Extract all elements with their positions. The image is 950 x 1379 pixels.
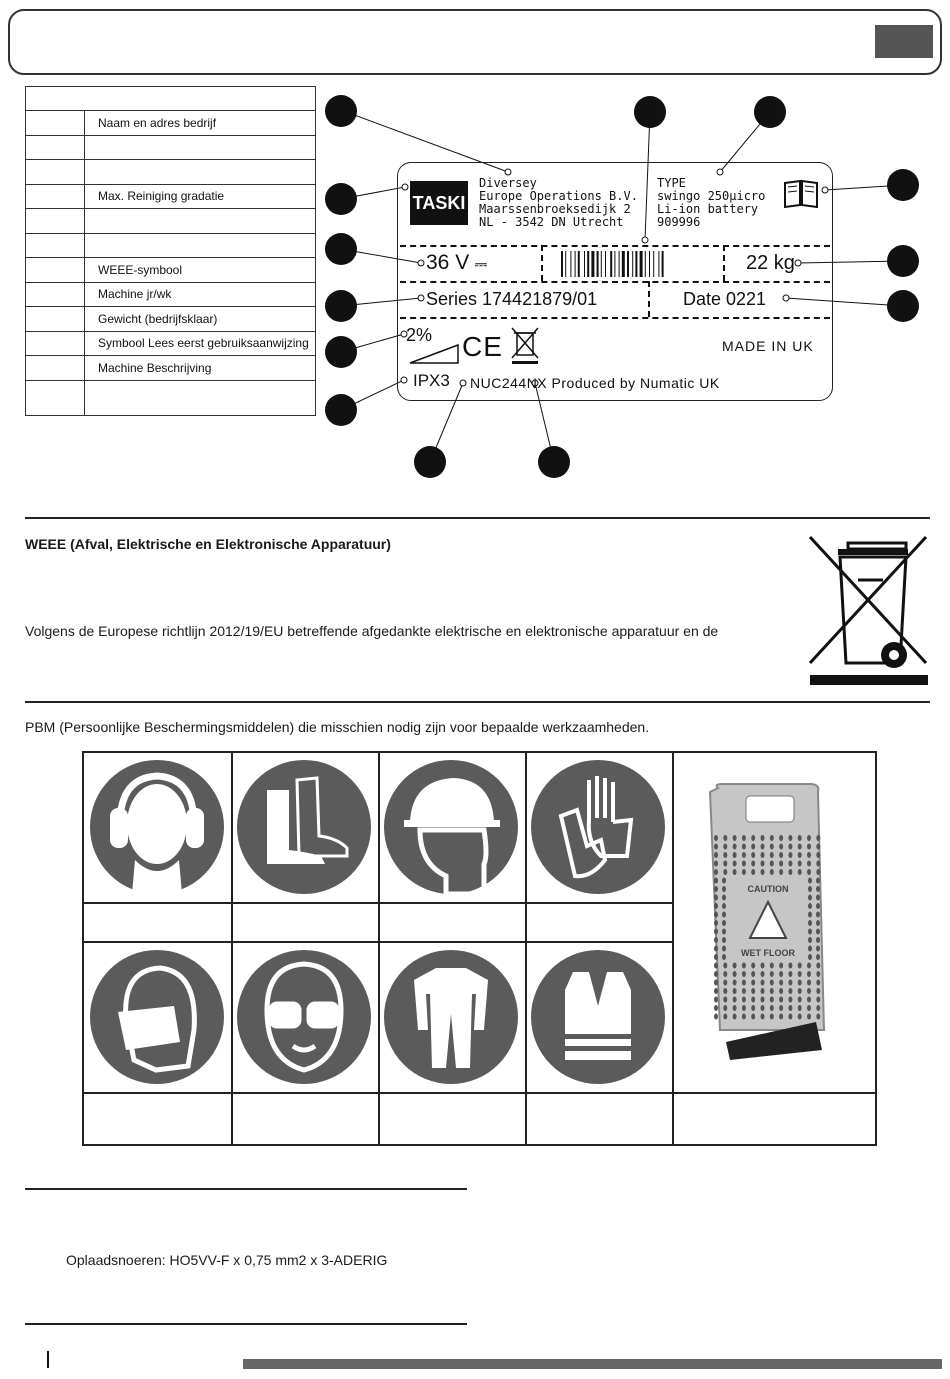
footer-bar (243, 1359, 942, 1369)
legend-label: WEEE-symbool (85, 258, 316, 283)
callout-marker (414, 446, 446, 478)
sign-caution-text: CAUTION (747, 884, 789, 894)
gradient-rating: 2% (406, 325, 433, 345)
gloves-icon (531, 760, 665, 894)
section-divider (25, 1323, 467, 1325)
type-block: TYPE swingo 250µicro Li-ion battery 909996 (657, 176, 766, 229)
wet-floor-sign (700, 780, 838, 1070)
callout-marker (634, 96, 666, 128)
barcode (561, 251, 716, 277)
gradient-icon (408, 343, 460, 365)
sign-wet-floor-text: WET FLOOR (741, 948, 795, 958)
rating-plate (397, 162, 833, 401)
ppe-intro: PBM (Persoonlijke Beschermingsmiddelen) die misschien nodig zijn voor bepaalde werkzaamheden. (25, 719, 650, 735)
legend-label: Symbool Lees eerst gebruiksaanwijzing (85, 331, 316, 356)
made-in: MADE IN UK (722, 338, 814, 354)
safety-boots-icon (237, 760, 371, 894)
legend-label: Max. Reiniging gradatie (85, 184, 316, 209)
callout-marker (887, 245, 919, 277)
legend-label: Naam en adres bedrijf (85, 111, 316, 136)
section-divider (25, 701, 930, 703)
callout-marker (325, 290, 357, 322)
ce-mark: CE (462, 331, 503, 362)
callout-marker (754, 96, 786, 128)
weight: 22 kg (746, 252, 795, 274)
voltage: 36 V ⎓ (426, 251, 487, 274)
callout-marker (887, 169, 919, 201)
callout-marker (325, 233, 357, 265)
weee-crossed-bin-icon (808, 535, 930, 687)
callout-marker (538, 446, 570, 478)
series-number: Series 174421879/01 (426, 289, 598, 309)
page-number-marker (47, 1351, 49, 1368)
overall-icon (384, 950, 518, 1084)
date-code: Date 0221 (683, 289, 767, 309)
company-address: Diversey Europe Operations B.V. Maarssenbroeksedijk 2 NL - 3542 DN Utrecht (479, 176, 638, 229)
legend-label: Machine jr/wk (85, 282, 316, 307)
callout-marker (325, 183, 357, 215)
callout-marker (325, 336, 357, 368)
legend-label: Machine Beschrijving (85, 356, 316, 381)
callout-marker (325, 95, 357, 127)
face-mask-icon (90, 950, 224, 1084)
weee-heading: WEEE (Afval, Elektrische en Elektronische Apparatuur) (25, 536, 391, 552)
ear-protection-icon (90, 760, 224, 894)
hard-hat-icon (384, 760, 518, 894)
charging-cable-spec: Oplaadsnoeren: HO5VV-F x 0,75 mm2 x 3-ADERIG (66, 1252, 388, 1268)
hi-vis-vest-icon (531, 950, 665, 1084)
safety-goggles-icon (237, 950, 371, 1084)
ipx-rating: IPX3 (413, 371, 450, 390)
produced-by: NUC244NX Produced by Numatic UK (470, 375, 720, 391)
section-divider (25, 517, 930, 519)
callout-marker (325, 394, 357, 426)
legend-label: Gewicht (bedrijfsklaar) (85, 307, 316, 332)
taski-logo: TASKI (410, 181, 468, 225)
section-divider (25, 1188, 467, 1190)
weee-bin-icon (509, 325, 541, 365)
weee-text: Volgens de Europese richtlijn 2012/19/EU betreffende afgedankte elektrische en elektronische apparatuur en de (25, 623, 719, 639)
callout-marker (887, 290, 919, 322)
read-manual-icon (782, 177, 820, 211)
